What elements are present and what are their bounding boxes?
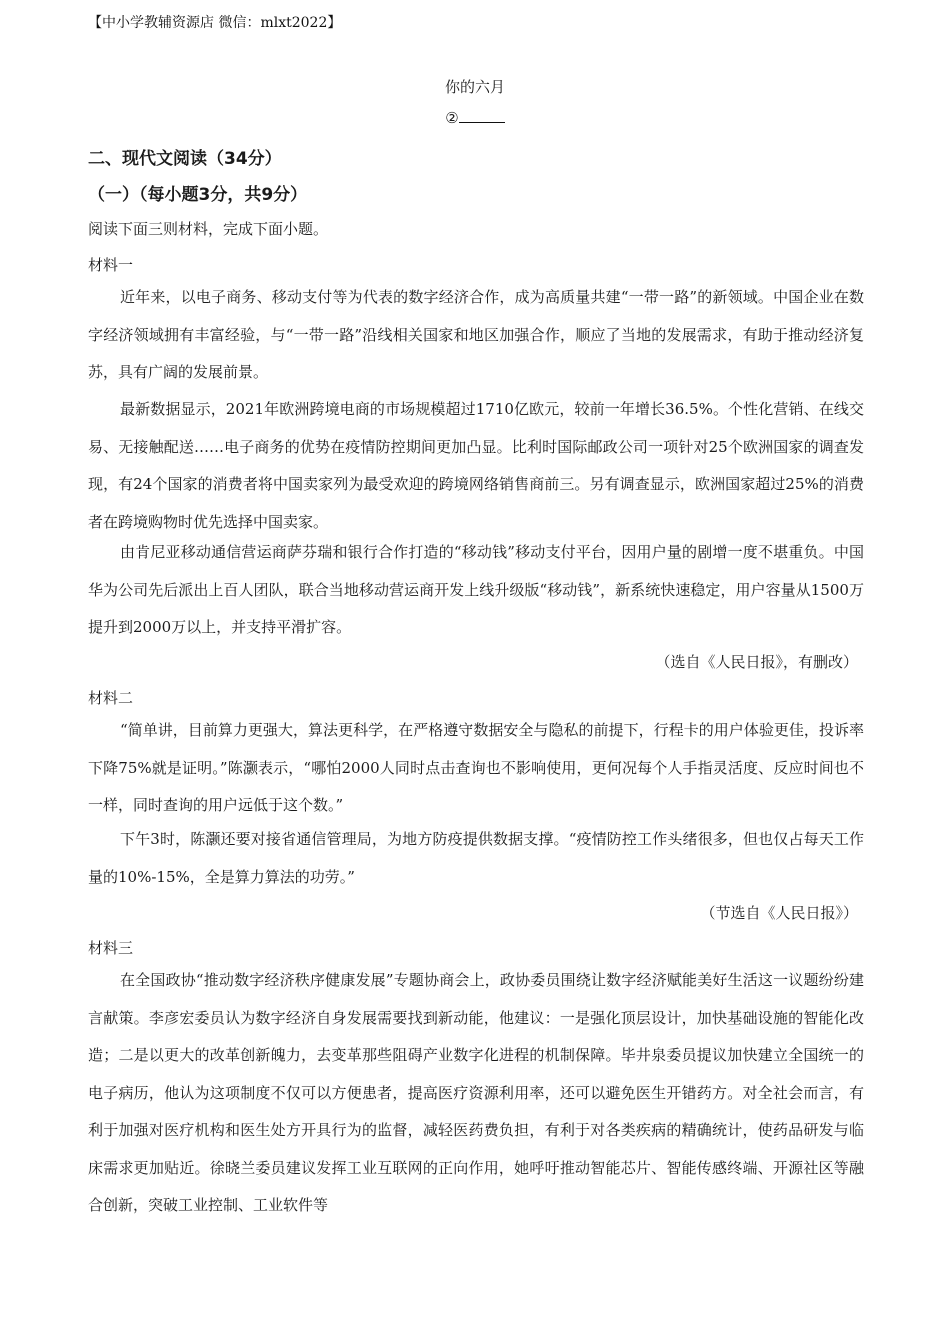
material-paragraph: 由肯尼亚移动通信营运商萨芬瑞和银行合作打造的“移动钱”移动支付平台，因用户量的剧增一度不堪重负。中国华为公司先后派出上百人团队，联合当地移动营运商开发上线升级版“移动钱”，新系统快速稳定，用户容量从1500万提升到2000万以上，并支持平滑扩容。	[88, 543, 864, 636]
header-note: 【中小学教辅资源店 微信：mlxt2022】	[88, 15, 342, 31]
instruction: 阅读下面三则材料，完成下面小题。	[88, 220, 329, 238]
material-paragraph: “简单讲，目前算力更强大，算法更科学，在严格遵守数据安全与隐私的前提下，行程卡的用户体验更佳，投诉率下降75%就是证明。”陈灏表示，“哪怕2000人同时点击查询也不影响使用，更何况每个人手指灵活度、反应时间也不一样，同时查询的用户远低于这个数。”	[88, 721, 864, 814]
material-label: 材料三	[88, 939, 134, 957]
blank-marker: ②	[445, 109, 459, 127]
material-paragraph: 近年来，以电子商务、移动支付等为代表的数字经济合作，成为高质量共建“一带一路”的新领域。中国企业在数字经济领域拥有丰富经验，与“一带一路”沿线相关国家和地区加强合作，顺应了当地的发展需求，有助于推动经济复苏，具有广阔的发展前景。	[88, 288, 864, 381]
material-label: 材料二	[88, 689, 134, 707]
answer-blank	[0, 108, 950, 127]
poem-title: 你的六月	[444, 78, 505, 96]
material-source: （选自《人民日报》，有删改）	[655, 653, 858, 671]
blank-underline	[459, 108, 505, 123]
section-subtitle: （一）（每小题3分，共9分）	[88, 185, 308, 205]
material-label: 材料一	[88, 256, 134, 274]
material-source: （节选自《人民日报》）	[700, 904, 858, 922]
material-paragraph: 下午3时，陈灏还要对接省通信管理局，为地方防疫提供数据支撑。“疫情防控工作头绪很多，但也仅占每天工作量的10%-15%，全是算力算法的功劳。”	[88, 830, 864, 886]
material-paragraph: 最新数据显示，2021年欧洲跨境电商的市场规模超过1710亿欧元，较前一年增长36.5%。个性化营销、在线交易、无接触配送……电子商务的优势在疫情防控期间更加凸显。比利时国际邮政公司一项针对25个欧洲国家的调查发现，有24个国家的消费者将中国卖家列为最受欢迎的跨境网络销售商前三。另有调查显示，欧洲国家超过25%的消费者在跨境购物时优先选择中国卖家。	[88, 400, 864, 531]
material-paragraph: 在全国政协“推动数字经济秩序健康发展”专题协商会上，政协委员围绕让数字经济赋能美好生活这一议题纷纷建言献策。李彦宏委员认为数字经济自身发展需要找到新动能，他建议：一是强化顶层设计，加快基础设施的智能化改造；二是以更大的改革创新魄力，去变革那些阻碍产业数字化进程的机制保障。毕井泉委员提议加快建立全国统一的电子病历，他认为这项制度不仅可以方便患者，提高医疗资源利用率，还可以避免医生开错药方。对全社会而言，有利于加强对医疗机构和医生处方开具行为的监督，减轻医药费负担，有利于对各类疾病的精确统计，使药品研发与临床需求更加贴近。徐晓兰委员建议发挥工业互联网的正向作用，她呼吁推动智能芯片、智能传感终端、开源社区等融合创新，突破工业控制、工业软件等	[88, 971, 864, 1214]
section-title: 二、现代文阅读（34分）	[88, 149, 282, 169]
